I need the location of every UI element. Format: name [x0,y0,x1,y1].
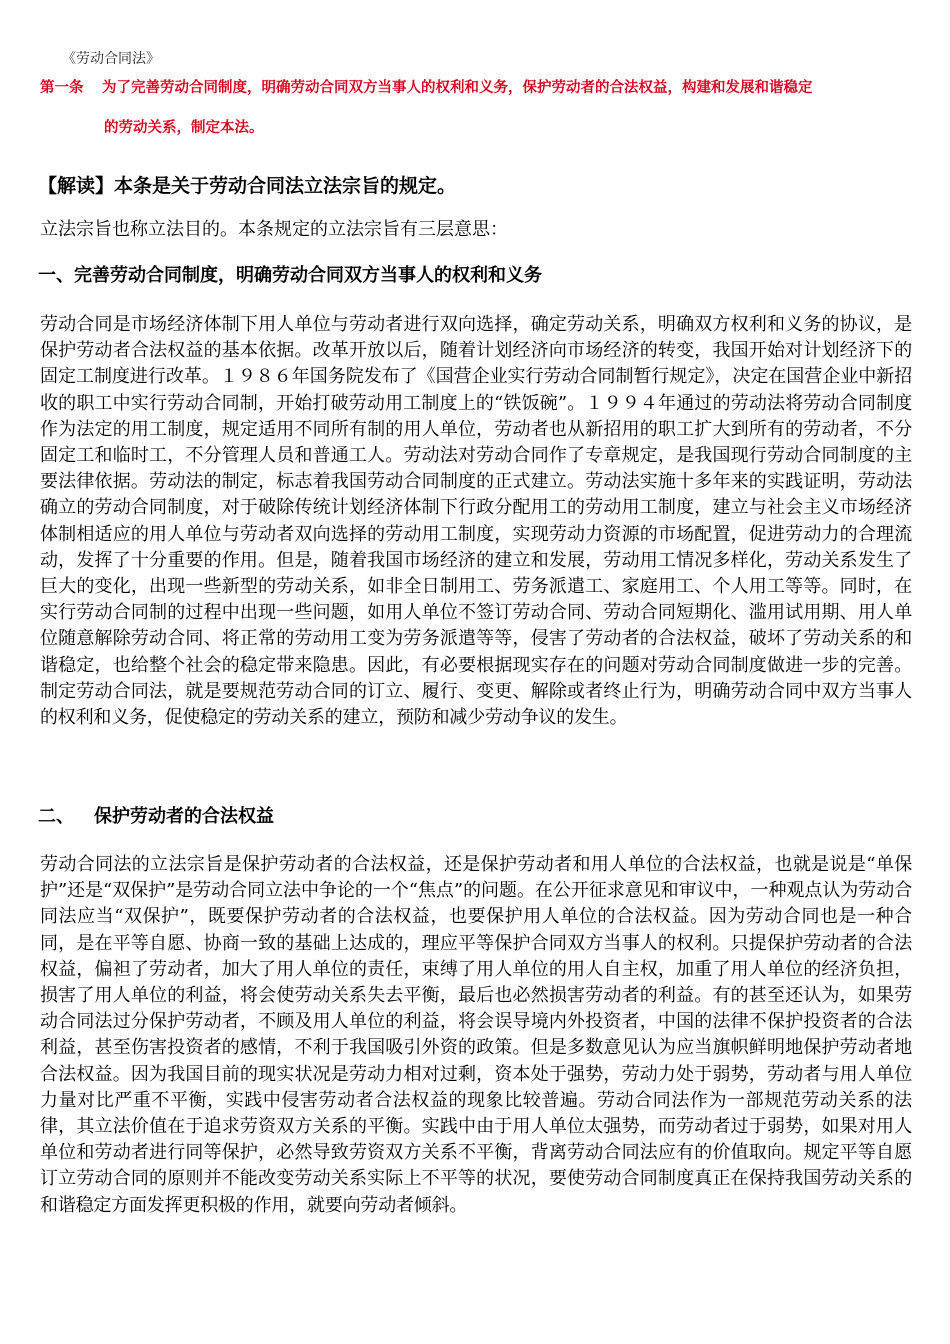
article-text-1: 为了完善劳动合同制度，明确劳动合同双方当事人的权利和义务，保护劳动者的合法权益，构建和发展和谐稳定 [102,80,813,96]
section-1-body: 劳动合同是市场经济体制下用人单位与劳动者进行双向选择，确定劳动关系，明确双方权利和义务的协议，是保护劳动者合法权益的基本依据。改革开放以后，随着计划经济向市场经济的转变，我国开始对计划经济下的固定工制度进行改革。１９８６年国务院发布了《国营企业实行劳动合同制暂行规定》，决定在国营企业中新招收的职工中实行劳动合同制，开始打破劳动用工制度上的“铁饭碗”。１９９４年通过的劳动法将劳动合同制度作为法定的用工制度，规定适用不同所有制的用人单位，劳动者也从新招用的职工扩大到所有的劳动者，不分固定工和临时工，不分管理人员和普通工人。劳动法对劳动合同作了专章规定，是我国现行劳动合同制度的主要法律依据。劳动法的制定，标志着我国劳动合同制度的正式建立。劳动法实施十多年来的实践证明，劳动法确立的劳动合同制度，对于破除传统计划经济体制下行政分配用工的劳动用工制度，建立与社会主义市场经济体制相适应的用人单位与劳动者双向选择的劳动用工制度，实现劳动力资源的市场配置，促进劳动力的合理流动，发挥了十分重要的作用。但是，随着我国市场经济的建立和发展，劳动用工情况多样化，劳动关系发生了巨大的变化，出现一些新型的劳动关系，如非全日制用工、劳务派遣工、家庭用工、个人用工等等。同时，在实行劳动合同制的过程中出现一些问题，如用人单位不签订劳动合同、劳动合同短期化、滥用试用期、用人单位随意解除劳动合同、将正常的劳动用工变为劳务派遣等等，侵害了劳动者的合法权益，破坏了劳动关系的和谐稳定，也给整个社会的稳定带来隐患。因此，有必要根据现实存在的问题对劳动合同制度做进一步的完善。制定劳动合同法，就是要规范劳动合同的订立、履行、变更、解除或者终止行为，明确劳动合同中双方当事人的权利和义务，促使稳定的劳动关系的建立，预防和减少劳动争议的发生。 [40,314,912,729]
article-number: 第一条 [40,80,84,96]
section-2-body: 劳动合同法的立法宗旨是保护劳动者的合法权益，还是保护劳动者和用人单位的合法权益，也就是说是“单保护”还是“双保护”是劳动合同立法中争论的一个“焦点”的问题。在公开征求意见和审议中，一种观点认为劳动合同法应当“双保护”，既要保护劳动者的合法权益，也要保护用人单位的合法权益。因为劳动合同也是一种合同，是在平等自愿、协商一致的基础上达成的，理应平等保护合同双方当事人的权利。只提保护劳动者的合法权益，偏袒了劳动者，加大了用人单位的责任，束缚了用人单位的用人自主权，加重了用人单位的经济负担，损害了用人单位的利益，将会使劳动关系失去平衡，最后也必然损害劳动者的利益。有的甚至还认为，如果劳动合同法过分保护劳动者，不顾及用人单位的利益，将会误导境内外投资者，中国的法律不保护投资者的合法利益，甚至伤害投资者的感情，不利于我国吸引外资的政策。但是多数意见认为应当旗帜鲜明地保护劳动者地合法权益。因为我国目前的现实状况是劳动力相对过剩，资本处于强势，劳动力处于弱势，劳动者与用人单位力量对比严重不平衡，实践中侵害劳动者合法权益的现象比较普遍。劳动合同法作为一部规范劳动关系的法律，其立法价值在于追求劳资双方关系的平衡。实践中由于用人单位太强势，而劳动者过于弱势，如果对用人单位和劳动者进行同等保护，必然导致劳资双方关系不平衡，背离劳动合同法应有的价值取向。规定平等自愿订立劳动合同的原则并不能改变劳动关系实际上不平等的状况，要使劳动合同制度真正在保持我国劳动关系的和谐稳定方面发挥更积极的作用，就要向劳动者倾斜。 [40,854,912,1216]
document-title: 《劳动合同法》 [62,51,160,67]
article-clause [40,76,920,140]
interpretation-heading: 【解读】本条是关于劳动合同法立法宗旨的规定。 [38,175,457,197]
article-line-1 [40,76,920,100]
section-2-heading: 保护劳动者的合法权益 [94,806,274,827]
section-2-number: 二、 [38,806,74,827]
intro-paragraph: 立法宗旨也称立法目的。本条规定的立法宗旨有三层意思： [40,219,508,240]
article-text-2: 的劳动关系，制定本法。 [104,120,264,136]
section-1-heading: 一、完善劳动合同制度，明确劳动合同双方当事人的权利和义务 [38,265,542,286]
section-2-heading-line [38,803,918,831]
